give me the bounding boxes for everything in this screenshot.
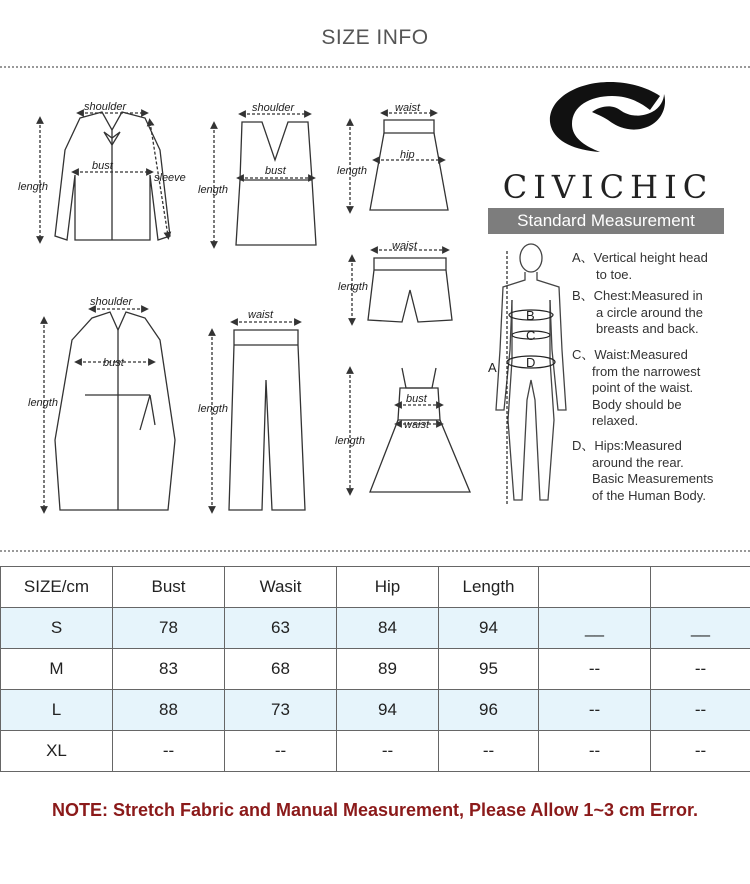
wave-logo-icon xyxy=(550,82,665,152)
header-cell: SIZE/cm xyxy=(1,567,113,608)
skirt-length-label: length xyxy=(337,165,367,177)
skirt-hip-label: hip xyxy=(400,149,415,161)
size-table xyxy=(0,566,750,772)
vest-bust-label: bust xyxy=(265,165,286,177)
body-label-b: B xyxy=(526,308,535,323)
size-cell: M xyxy=(1,649,113,690)
header-cell: Hip xyxy=(337,567,439,608)
pants-waist-label: waist xyxy=(248,309,274,321)
table-row xyxy=(1,731,750,772)
header-cell xyxy=(539,567,651,608)
table-header-row xyxy=(1,567,750,608)
top-divider xyxy=(0,66,750,68)
shorts-waist-label: waist xyxy=(392,240,418,252)
table-cell: __ xyxy=(539,608,651,649)
header-cell: Bust xyxy=(113,567,225,608)
table-cell: 78 xyxy=(113,608,225,649)
note-a: A、Vertical height head to toe. xyxy=(572,250,708,282)
header-cell: Wasit xyxy=(225,567,337,608)
dress-length-label: length xyxy=(335,435,365,447)
pants-illustration xyxy=(229,330,305,510)
table-cell: 83 xyxy=(113,649,225,690)
table-cell: -- xyxy=(337,731,439,772)
shirt-length-label: length xyxy=(18,181,48,193)
skirt-waist-label: waist xyxy=(395,102,421,114)
standard-measurement-banner: Standard Measurement xyxy=(488,208,724,234)
vest-illustration xyxy=(236,122,316,245)
table-cell: -- xyxy=(651,649,750,690)
table-cell: 88 xyxy=(113,690,225,731)
pants-length-label: length xyxy=(198,403,228,415)
table-cell: -- xyxy=(539,731,651,772)
skirt-illustration xyxy=(370,120,448,210)
table-cell: 94 xyxy=(439,608,539,649)
coat-bust-label: bust xyxy=(103,357,124,369)
shorts-illustration xyxy=(368,258,452,322)
size-cell: S xyxy=(1,608,113,649)
note-c: C、Waist:Measured from the narrowest point of the waist. Body should be relaxed. xyxy=(572,347,701,428)
table-cell: -- xyxy=(651,690,750,731)
table-row xyxy=(1,608,750,649)
table-row xyxy=(1,649,750,690)
table-cell: -- xyxy=(113,731,225,772)
coat-shoulder-label: shoulder xyxy=(90,296,133,308)
dress-bust-label: bust xyxy=(406,393,427,405)
body-label-d: D xyxy=(526,355,536,370)
table-cell: -- xyxy=(651,731,750,772)
table-cell: 63 xyxy=(225,608,337,649)
header-cell: Length xyxy=(439,567,539,608)
error-note: NOTE: Stretch Fabric and Manual Measurement, Please Allow 1~3 cm Error. xyxy=(51,800,699,820)
table-cell: 84 xyxy=(337,608,439,649)
table-cell: __ xyxy=(651,608,750,649)
shirt-illustration xyxy=(55,112,170,240)
shirt-shoulder-label: shoulder xyxy=(84,101,127,113)
table-cell: -- xyxy=(439,731,539,772)
shorts-length-label: length xyxy=(338,281,368,293)
table-cell: -- xyxy=(539,649,651,690)
shirt-bust-label: bust xyxy=(92,160,113,172)
size-cell: L xyxy=(1,690,113,731)
table-cell: 95 xyxy=(439,649,539,690)
shirt-sleeve-label: sleeve xyxy=(154,172,186,184)
table-cell: 96 xyxy=(439,690,539,731)
table-cell: 68 xyxy=(225,649,337,690)
body-label-c: C xyxy=(526,328,536,343)
size-cell: XL xyxy=(1,731,113,772)
table-cell: 89 xyxy=(337,649,439,690)
body-label-a: A xyxy=(488,360,497,375)
coat-length-label: length xyxy=(28,397,58,409)
table-cell: -- xyxy=(539,690,651,731)
vest-shoulder-label: shoulder xyxy=(252,102,295,114)
brand-name: CIVICHIC xyxy=(502,168,714,206)
dress-waist-label: waist xyxy=(404,419,430,431)
coat-illustration xyxy=(55,312,175,510)
header-cell xyxy=(651,567,750,608)
table-cell: 94 xyxy=(337,690,439,731)
note-b: B、Chest:Measured in a circle around the breasts and back. xyxy=(572,288,703,336)
note-d: D、Hips:Measured around the rear. Basic Measurements of the Human Body. xyxy=(572,438,714,503)
table-cell: 73 xyxy=(225,690,337,731)
vest-length-label: length xyxy=(198,184,228,196)
table-cell: -- xyxy=(225,731,337,772)
middle-divider xyxy=(0,550,750,552)
table-row xyxy=(1,690,750,731)
page-title: SIZE INFO xyxy=(321,26,429,49)
